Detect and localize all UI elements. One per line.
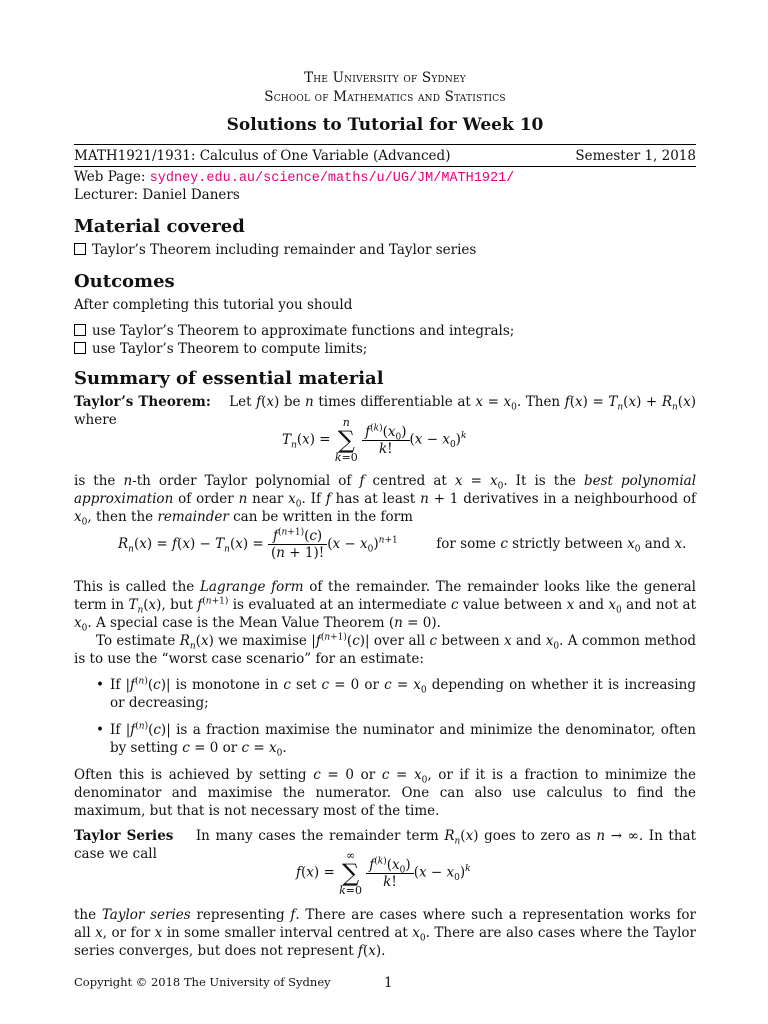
school-name: School of Mathematics and Statistics xyxy=(264,89,506,105)
taylor-theorem-label: Taylor’s Theorem: xyxy=(74,394,211,410)
top-rule xyxy=(74,144,696,145)
taylor-theorem-intro: Taylor’s Theorem: Let f(x) be n times differentiable at $x = x_0$. Then $f(x) = T_n(x) + R_n(x)$ where xyxy=(74,394,696,428)
estimate-paragraph: To estimate $R_n(x)$ we maximise $|f^{(n+1)}(c)|$ over all c between x and $x_0$. A common method is to use the “worst case scenario” for an estimate: xyxy=(74,632,697,667)
summary-heading: Summary of essential material xyxy=(74,368,384,389)
course-rule xyxy=(74,166,696,167)
taylor-series-label: Taylor Series xyxy=(74,828,174,844)
page-number: 1 xyxy=(384,975,393,991)
semester-label: Semester 1, 2018 xyxy=(575,148,696,164)
list-item: • If $|f^{(n)}(c)|$ is monotone in c set c = 0 or $c = x_0$ depending on whether it is increasing or decreasing; xyxy=(96,676,696,711)
list-item: • If $|f^{(n)}(c)|$ is a fraction maximise the numinator and minimize the denominator, often by setting c = 0 or $c = x_0$. xyxy=(96,721,696,759)
footer-copyright: Copyright © 2018 The University of Sydney xyxy=(74,975,331,989)
material-item: Taylor’s Theorem including remainder and Taylor series xyxy=(74,241,696,259)
lecturer-line: Lecturer: Daniel Daners xyxy=(74,187,240,203)
page-title: Solutions to Tutorial for Week 10 xyxy=(226,115,544,135)
course-line xyxy=(74,147,696,165)
outcomes-intro: After completing this tutorial you should xyxy=(74,297,353,313)
taylor-series-equation: f(x) = ∞ ∑ k=0 $\frac{f^{(k)}(x_0)}{k!}$ $(x - x_0)^k$ xyxy=(296,849,471,897)
checkbox-icon xyxy=(74,324,86,336)
lagrange-form-paragraph: This is called the Lagrange form of the remainder. The remainder looks like the general term in $T_n(x)$, but $f^{(n+1)}$ is evaluated at an intermediate c value between x and $x_0$ and not at $x_0$. A special case is the Mean Value Theorem (n = 0). xyxy=(74,579,697,634)
outcome-item: use Taylor’s Theorem to compute limits; xyxy=(74,340,696,358)
material-heading: Material covered xyxy=(74,216,245,237)
checkbox-icon xyxy=(74,243,86,255)
web-page-label: Web Page: xyxy=(74,169,146,185)
taylor-series-intro: Taylor Series In many cases the remainder term $R_n(x)$ goes to zero as n → ∞. In that case we call xyxy=(74,828,697,862)
remainder-equation: $R_n(x) = f(x) - T_n(x)$ = $\frac{f^{(n+1)}(c)}{(n + 1)!}$ $(x - x_0)^{n+1}$ for some c strictly between $x_0$ and x. xyxy=(118,527,687,561)
outcome-item: use Taylor’s Theorem to approximate functions and integrals; xyxy=(74,322,696,340)
taylor-series-description: the Taylor series representing f. There are cases where such a representation works for all x, or for x in some smaller interval centred at $x_0$. There are also cases where the Taylor series converges, but does not represent f(x). xyxy=(74,907,696,959)
web-page-line xyxy=(74,168,696,188)
taylor-polynomial-equation: $T_n(x) = n$ ∑ k=0 $\frac{f^{(k)}(x_0)}{k!}$ $(x - x_0)^k$ xyxy=(282,416,467,464)
checkbox-icon xyxy=(74,342,86,354)
outcomes-heading: Outcomes xyxy=(74,271,175,292)
course-code-name: MATH1921/1931: Calculus of One Variable (Advanced) xyxy=(74,148,451,164)
taylor-polynomial-description: is the n-th order Taylor polynomial of f centred at $x = x_0$. It is the best polynomial approximation of order n near $x_0$. If f has at least n + 1 derivatives in a neighbourhood of $x_0$, then the remainder can be written in the form xyxy=(74,473,697,528)
often-paragraph: Often this is achieved by setting c = 0 or $c = x_0$, or if it is a fraction to minimize the denominator and maximise the numerator. One can also use calculus to find the maximum, but that is not necessary most of the time. xyxy=(74,767,697,819)
institution-name: The University of Sydney xyxy=(304,70,466,86)
web-page-link[interactable]: sydney.edu.au/science/maths/u/UG/JM/MATH1921/ xyxy=(149,171,515,186)
document-page xyxy=(74,0,696,1024)
